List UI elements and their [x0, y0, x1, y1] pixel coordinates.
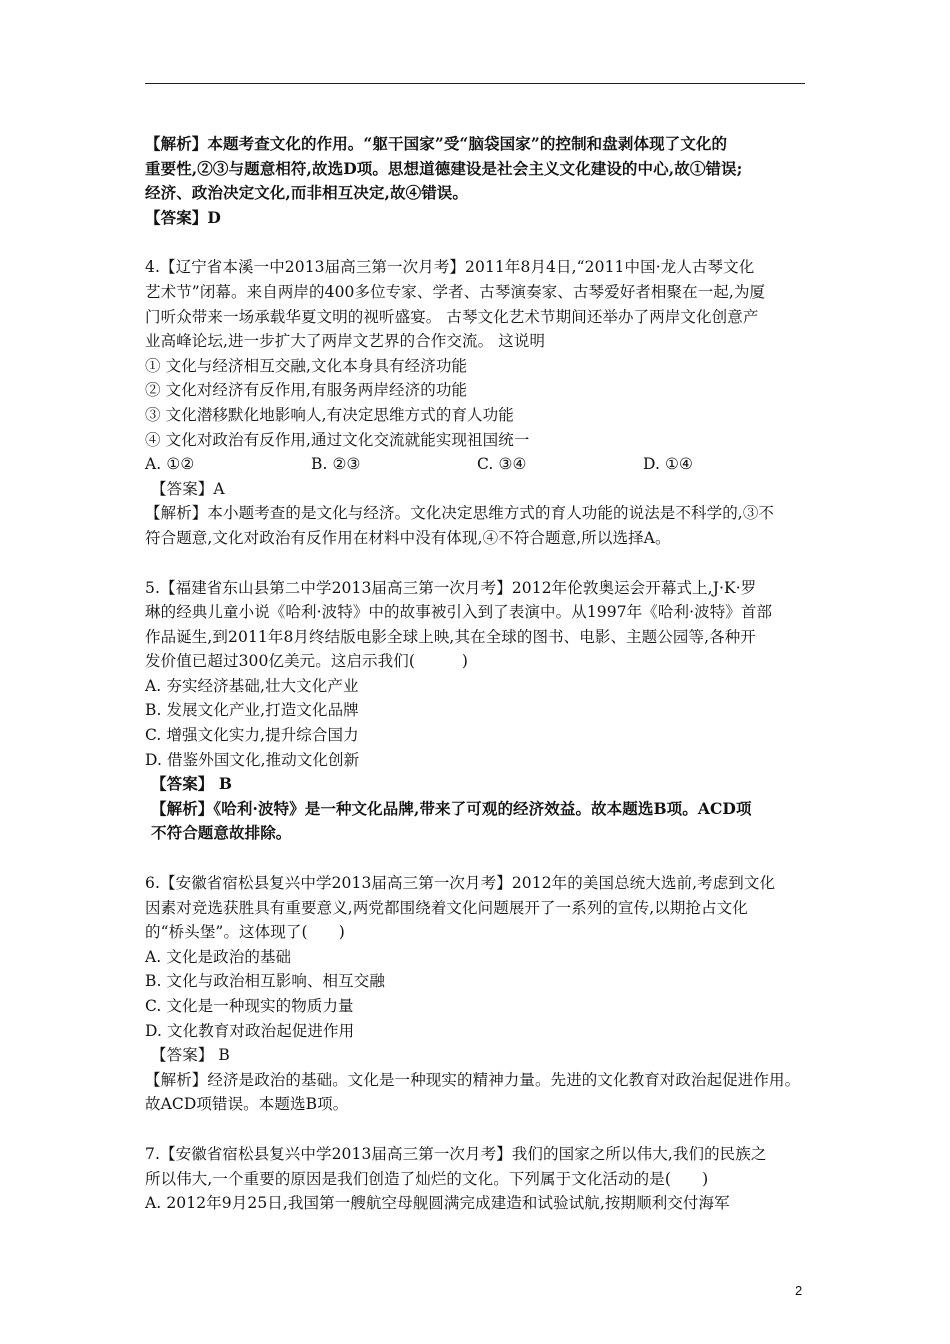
analysis-line: 重要性,②③与题意相符,故选D项。思想道德建设是社会主义文化建设的中心,故①错误;	[145, 158, 743, 178]
question-5	[145, 576, 825, 847]
question-stem-line: 作品诞生,到2011年8月终结版电影全球上映,其在全球的图书、电影、主题公园等,各种开	[145, 627, 756, 646]
statement-item: ① 文化与经济相互交融,文化本身具有经济功能	[145, 356, 468, 375]
question-stem-line: 4.【辽宁省本溪一中2013届高三第一次月考】2011年8月4日,“2011中国·龙人古琴文化	[145, 258, 755, 277]
option-row	[145, 452, 825, 477]
statement-item: ② 文化对经济有反作用,有服务两岸经济的功能	[145, 381, 468, 400]
question-4	[145, 255, 825, 550]
question-stem-line: A. 2012年9月25日,我国第一艘航空母舰圆满完成建造和试验试航,按期顺利交付海军	[145, 1194, 730, 1213]
statement-item: ③ 文化潜移默化地影响人,有决定思维方式的育人功能	[145, 405, 514, 424]
option-b: B. ②③	[311, 455, 361, 474]
question-7	[145, 1142, 825, 1216]
question-stem-line: 艺术节”闭幕。来自两岸的400多位专家、学者、古琴演奏家、古琴爱好者相聚在一起,为厦	[145, 282, 766, 301]
analysis-line: 经济、政治决定文化,而非相互决定,故④错误。	[145, 183, 468, 203]
option-b: B. 文化与政治相互影响、相互交融	[145, 972, 385, 991]
statement-item: ④ 文化对政治有反作用,通过文化交流就能实现祖国统一	[145, 430, 530, 449]
analysis-line: 【解析】本小题考查的是文化与经济。文化决定思维方式的育人功能的说法是不科学的,③不	[145, 504, 775, 523]
question-stem-line: 的“桥头堡”。这体现了( )	[145, 923, 345, 942]
analysis-line: 不符合题意故排除。	[151, 823, 292, 843]
option-d: D. ①④	[643, 455, 694, 474]
page-content	[145, 132, 825, 1216]
question-stem-line: 7.【安徽省宿松县复兴中学2013届高三第一次月考】我们的国家之所以伟大,我们的民族之	[145, 1144, 767, 1163]
question-stem-line: 业高峰论坛,进一步扩大了两岸文艺界的合作交流。 这说明	[145, 332, 546, 351]
question-6	[145, 871, 825, 1117]
question-stem-line: 6.【安徽省宿松县复兴中学2013届高三第一次月考】2012年的美国总统大选前,考虑到文化	[145, 874, 776, 893]
option-a: A. 夯实经济基础,壮大文化产业	[145, 676, 359, 695]
answer-line: 【答案】 B	[151, 774, 233, 794]
option-b: B. 发展文化产业,打造文化品牌	[145, 701, 359, 720]
option-d: D. 文化教育对政治起促进作用	[145, 1021, 355, 1040]
analysis-line: 符合题意,文化对政治有反作用在材料中没有体现,④不符合题意,所以选择A。	[145, 528, 671, 547]
option-a: A. ①②	[145, 455, 195, 474]
page-number: 2	[795, 1283, 803, 1298]
option-c: C. ③④	[477, 455, 527, 474]
option-a: A. 文化是政治的基础	[145, 947, 292, 966]
question-stem-line: 5.【福建省东山县第二中学2013届高三第一次月考】2012年伦敦奥运会开幕式上,J·K·罗	[145, 578, 757, 597]
answer-line: 【答案】 B	[151, 1046, 230, 1065]
answer-line: 【答案】D	[145, 207, 221, 227]
question-stem-line: 因素对竞选获胜具有重要意义,两党都围绕着文化问题展开了一系列的宣传,以期抢占文化	[145, 898, 748, 917]
analysis-line: 【解析】经济是政治的基础。文化是一种现实的精神力量。先进的文化教育对政治起促进作用。	[145, 1070, 801, 1089]
analysis-line: 故ACD项错误。本题选B项。	[145, 1095, 349, 1114]
option-c: C. 增强文化实力,提升综合国力	[145, 726, 359, 745]
answer-line: 【答案】A	[151, 479, 225, 498]
header-rule	[145, 83, 805, 84]
question-stem-line: 门听众带来一场承载华夏文明的视听盛宴。 古琴文化艺术节期间还举办了两岸文化创意产	[145, 307, 759, 326]
question-stem-line: 所以伟大,一个重要的原因是我们创造了灿烂的文化。下列属于文化活动的是( )	[145, 1169, 709, 1188]
question-stem-line: 琳的经典儿童小说《哈利·波特》中的故事被引入到了表演中。从1997年《哈利·波特》首部	[145, 603, 773, 622]
option-c: C. 文化是一种现实的物质力量	[145, 997, 354, 1015]
option-d: D. 借鉴外国文化,推动文化创新	[145, 750, 360, 769]
analysis-line: 【解析】本题考查文化的作用。“躯干国家”受“脑袋国家”的控制和盘剥体现了文化的	[145, 134, 728, 153]
prev-question-block	[145, 132, 825, 230]
question-stem-line: 发价值已超过300亿美元。这启示我们( )	[145, 652, 468, 671]
analysis-line: 【解析】《哈利·波特》是一种文化品牌,带来了可观的经济效益。故本题选B项。ACD项	[151, 798, 752, 818]
